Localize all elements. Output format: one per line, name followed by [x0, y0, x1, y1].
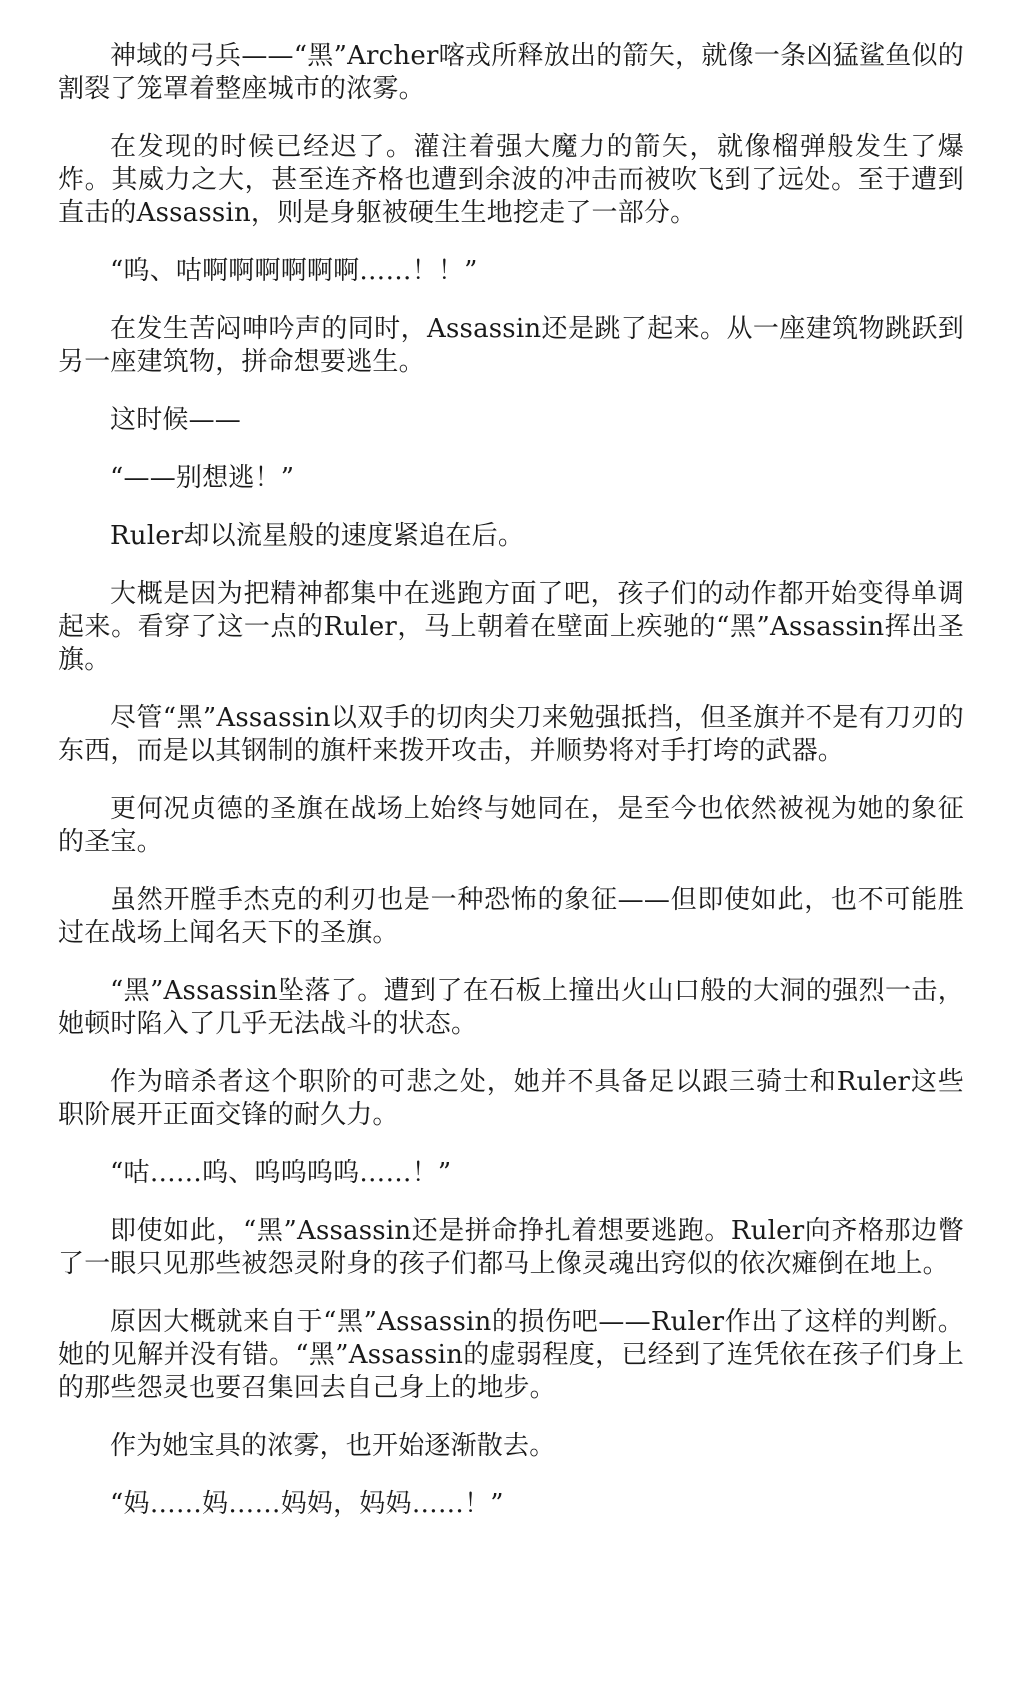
paragraph-15: 即使如此，“黑”Assassin还是拼命挣扎着想要逃跑。Ruler向齐格那边瞥了一眼只见那些被怨灵附身的孩子们都马上像灵魂出窍似的依次瘫倒在地上。 — [58, 1216, 964, 1279]
paragraph-14: “咕……呜、呜呜呜呜……！” — [110, 1158, 452, 1188]
paragraph-11: 虽然开膛手杰克的利刃也是一种恐怖的象征——但即使如此，也不可能胜过在战场上闻名天下的圣旗。 — [58, 885, 964, 948]
paragraph-13: 作为暗杀者这个职阶的可悲之处，她并不具备足以跟三骑士和Ruler这些职阶展开正面交锋的耐久力。 — [58, 1067, 964, 1130]
paragraph-3: “呜、咕啊啊啊啊啊啊……！！” — [110, 256, 478, 286]
document-page — [58, 40, 964, 1546]
paragraph-7: Ruler却以流星般的速度紧追在后。 — [110, 521, 525, 551]
paragraph-2: 在发现的时候已经迟了。灌注着强大魔力的箭矢，就像榴弹般发生了爆炸。其威力之大，甚至连齐格也遭到余波的冲击而被吹飞到了远处。至于遭到直击的Assassin，则是身躯被硬生生地挖走了一部分。 — [58, 132, 964, 228]
paragraph-12: “黑”Assassin坠落了。遭到了在石板上撞出火山口般的大洞的强烈一击，她顿时陷入了几乎无法战斗的状态。 — [58, 976, 964, 1039]
paragraph-10: 更何况贞德的圣旗在战场上始终与她同在，是至今也依然被视为她的象征的圣宝。 — [58, 794, 964, 857]
paragraph-1: 神域的弓兵——“黑”Archer喀戎所释放出的箭矢，就像一条凶猛鲨鱼似的割裂了笼罩着整座城市的浓雾。 — [58, 41, 964, 104]
paragraph-4: 在发生苦闷呻吟声的同时，Assassin还是跳了起来。从一座建筑物跳跃到另一座建筑物，拼命想要逃生。 — [58, 314, 964, 377]
paragraph-9: 尽管“黑”Assassin以双手的切肉尖刀来勉强抵挡，但圣旗并不是有刀刃的东西，而是以其钢制的旗杆来拨开攻击，并顺势将对手打垮的武器。 — [58, 703, 964, 766]
paragraph-8: 大概是因为把精神都集中在逃跑方面了吧，孩子们的动作都开始变得单调起来。看穿了这一点的Ruler，马上朝着在壁面上疾驰的“黑”Assassin挥出圣旗。 — [58, 579, 964, 675]
paragraph-6: “——别想逃！” — [110, 463, 295, 493]
paragraph-5: 这时候—— — [110, 405, 242, 435]
paragraph-16: 原因大概就来自于“黑”Assassin的损伤吧——Ruler作出了这样的判断。她的见解并没有错。“黑”Assassin的虚弱程度，已经到了连凭依在孩子们身上的那些怨灵也要召集回去自己身上的地步。 — [58, 1307, 964, 1403]
paragraph-17: 作为她宝具的浓雾，也开始逐渐散去。 — [110, 1431, 556, 1461]
paragraph-18: “妈……妈……妈妈，妈妈……！” — [110, 1489, 504, 1519]
